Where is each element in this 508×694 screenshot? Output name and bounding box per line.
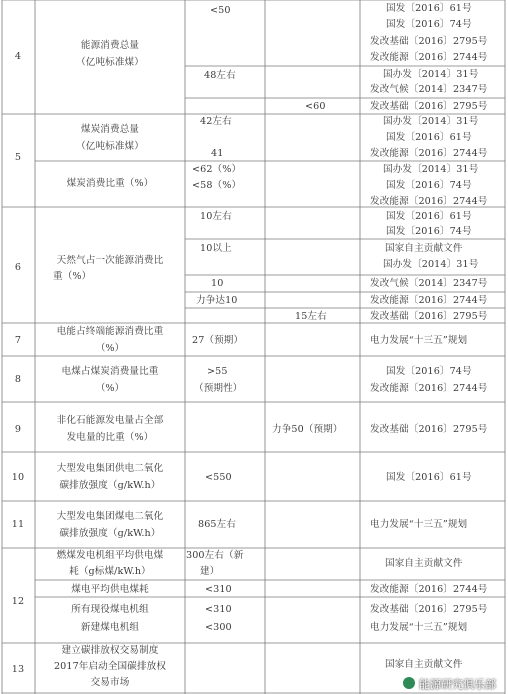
indicator-label: 大型发电集团供电二氧化 <box>56 463 164 474</box>
indicator-label: 新建煤电机组 <box>80 622 140 633</box>
policy-source: 发改基础〔2016〕2795号 <box>370 604 488 615</box>
policy-source: 国办发〔2014〕31号 <box>383 69 479 80</box>
row-number: 4 <box>14 51 22 62</box>
indicator-unit: 重（%） <box>53 271 92 282</box>
policy-source: 发改能源〔2016〕2744号 <box>370 52 488 63</box>
indicator-label: 煤炭消费总量 <box>80 124 140 135</box>
target-value: <300 <box>205 622 232 633</box>
policy-source: 发改基础〔2016〕2795号 <box>370 101 488 112</box>
policy-source: 发改能源〔2016〕2744号 <box>370 196 488 207</box>
policy-source: 国发〔2016〕74号 <box>386 226 472 237</box>
row-number: 9 <box>14 424 22 435</box>
indicator-unit: （亿吨标准煤） <box>76 57 144 68</box>
row-number: 10 <box>11 472 25 483</box>
policy-source: 发改基础〔2016〕2795号 <box>370 36 488 47</box>
policy-source: 发改能源〔2016〕2744号 <box>370 295 488 306</box>
target-value: <62（%） <box>192 164 242 175</box>
target-value: 42左右 <box>200 116 232 127</box>
policy-source: 电力发展“十三五”规划 <box>370 622 468 633</box>
target-value: 48左右 <box>204 70 236 81</box>
policy-source: 国办发〔2014〕31号 <box>383 116 479 127</box>
row-number: 11 <box>11 519 25 530</box>
row-number: 6 <box>14 262 22 273</box>
policy-source: 国发〔2016〕74号 <box>386 180 472 191</box>
watermark-text: 能源研究俱乐部 <box>419 678 496 691</box>
target-value: （预期性） <box>194 383 243 394</box>
target-value: <550 <box>205 472 232 483</box>
row-number: 13 <box>11 664 25 675</box>
policy-source: 国家自主贡献文件 <box>385 558 463 569</box>
indicator-label: 建立碳排放权交易制度 <box>61 645 159 656</box>
policy-source: 发改基础〔2016〕2795号 <box>370 311 488 322</box>
indicator-unit: 耗（g标煤/kW.h） <box>69 566 151 577</box>
club-logo-icon <box>402 676 416 690</box>
target-value: 建） <box>200 566 220 577</box>
target-value: 41 <box>211 148 224 159</box>
policy-source: 国发〔2016〕61号 <box>386 132 472 143</box>
row-number: 8 <box>14 374 22 385</box>
watermark <box>402 676 496 692</box>
policy-source: 国家自主贡献文件 <box>385 243 463 254</box>
row-number: 7 <box>14 335 22 346</box>
indicator-label: 煤电平均供电煤耗 <box>71 584 149 595</box>
policy-source: 电力发展“十三五”规划 <box>370 335 468 346</box>
policy-source: 发改能源〔2016〕2744号 <box>370 383 488 394</box>
indicator-unit: （%） <box>95 343 125 354</box>
policy-source: 国办发〔2014〕31号 <box>383 164 479 175</box>
target-value: 10 <box>211 278 224 289</box>
target-value: >55 <box>207 366 228 377</box>
indicator-label: 所有现役煤电机组 <box>71 604 149 615</box>
row-number: 5 <box>14 152 22 163</box>
target-value: 15左右 <box>295 311 327 322</box>
target-value: 10左右 <box>200 211 232 222</box>
target-value: 300左右（新 <box>186 550 244 561</box>
policy-source: 国发〔2016〕61号 <box>386 211 472 222</box>
indicator-unit: 发电量的比重（%） <box>66 432 154 443</box>
policy-source: 国办发〔2014〕31号 <box>383 259 479 270</box>
indicator-label: 煤炭消费比重（%） <box>66 178 154 189</box>
indicator-label: 交易市场 <box>90 677 130 688</box>
row-number: 12 <box>11 596 25 607</box>
indicator-label: 天然气占一次能源消费比 <box>56 255 164 266</box>
target-value: 力争达10 <box>196 295 238 306</box>
target-value: 10以上 <box>200 243 232 254</box>
target-value: 865左右 <box>198 519 236 530</box>
policy-source: 国发〔2016〕61号 <box>386 3 472 14</box>
policy-source: 发改气候〔2014〕2347号 <box>370 84 488 95</box>
policy-source: 发改能源〔2016〕2744号 <box>370 584 488 595</box>
indicator-label: 2017年启动全国碳排放权 <box>53 661 167 672</box>
policy-source: 国发〔2016〕61号 <box>386 472 472 483</box>
indicator-label: 非化石能源发电量占全部 <box>56 415 164 426</box>
indicator-unit: 碳排放强度（g/kW.h） <box>59 528 161 539</box>
indicator-unit: 碳排放强度（g/kW.h） <box>59 480 161 491</box>
indicator-label: 大型发电集团煤电二氧化 <box>56 511 164 522</box>
indicator-unit: （%） <box>95 383 125 394</box>
indicator-unit: （亿吨标准煤） <box>76 141 144 152</box>
indicator-label: 电煤占煤炭消费量比重 <box>61 366 159 377</box>
policy-source: 国发〔2016〕74号 <box>386 366 472 377</box>
policy-source: 发改基础〔2016〕2795号 <box>370 424 488 435</box>
policy-source: 发改能源〔2016〕2744号 <box>370 148 488 159</box>
target-value: 27（预期） <box>192 335 244 346</box>
indicator-label: 能源消费总量 <box>80 40 140 51</box>
indicator-label: 燃煤发电机组平均供电煤 <box>56 550 164 561</box>
policy-source: 国家自主贡献文件 <box>385 659 463 670</box>
target-value: <50 <box>210 5 231 16</box>
target-value: <58（%） <box>192 180 242 191</box>
target-value: 力争50（预期） <box>272 424 343 435</box>
target-value: <310 <box>205 604 232 615</box>
indicator-label: 电能占终端能源消费比重 <box>56 326 164 337</box>
target-value: <60 <box>305 101 326 112</box>
policy-source: 发改气候〔2014〕2347号 <box>370 278 488 289</box>
policy-source: 国发〔2016〕74号 <box>386 19 472 30</box>
policy-source: 电力发展“十三五”规划 <box>370 519 468 530</box>
target-value: <310 <box>205 584 232 595</box>
